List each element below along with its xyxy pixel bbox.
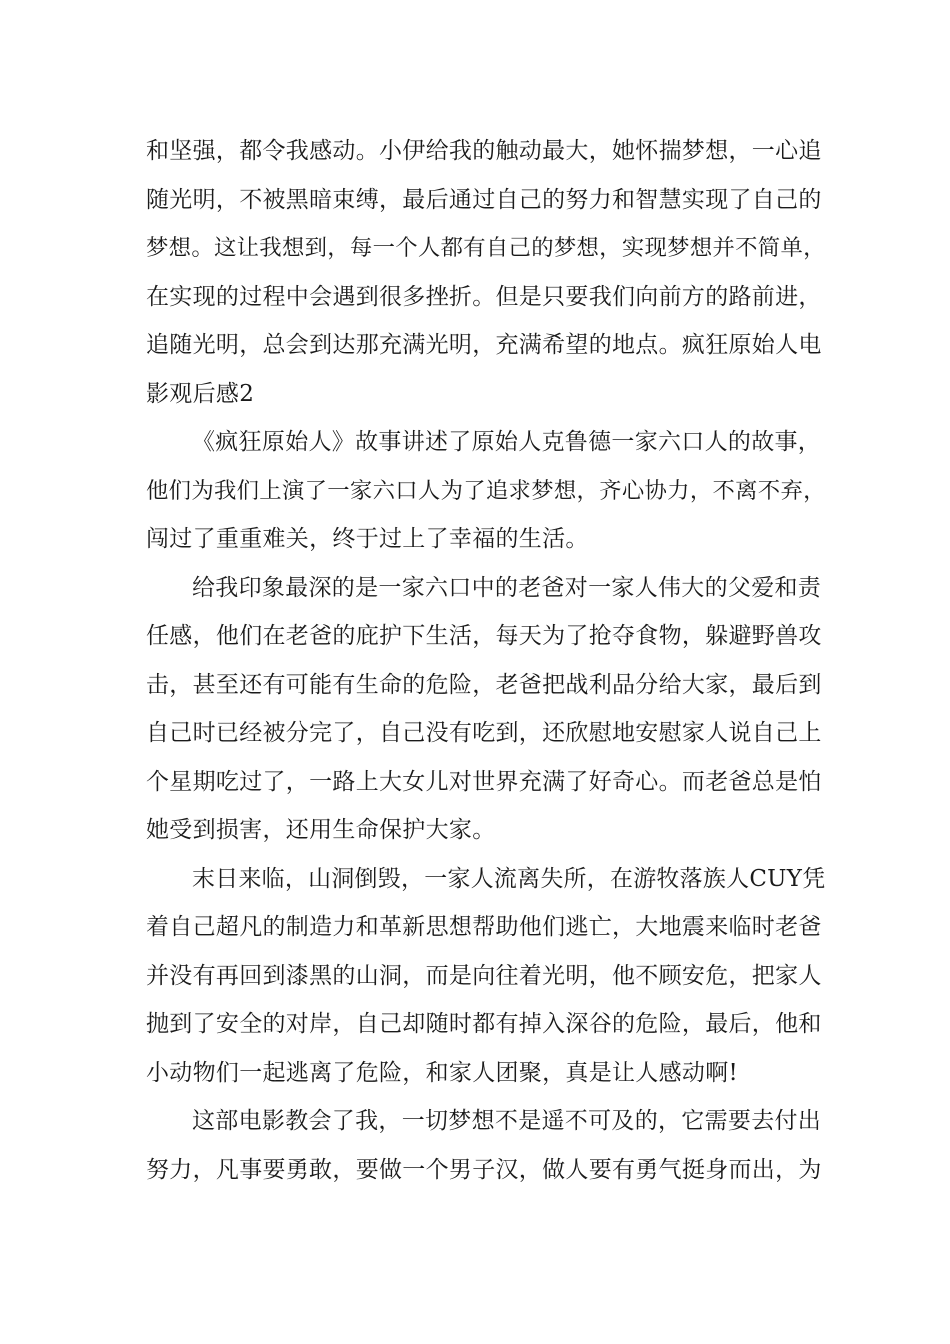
text-line: 给我印象最深的是一家六口中的老爸对一家人伟大的父爱和责 <box>192 574 822 601</box>
text-line: 任感，他们在老爸的庇护下生活，每天为了抢夺食物，躲避野兽攻 <box>146 623 822 649</box>
text-line: 和坚强，都令我感动。小伊给我的触动最大，她怀揣梦想，一心追 <box>146 138 822 164</box>
document-body <box>146 127 826 1194</box>
text-line: 她受到损害，还用生命保护大家。 <box>146 817 496 843</box>
text-line: 闯过了重重难关，终于过上了幸福的生活。 <box>146 526 589 552</box>
text-line: 努力，凡事要勇敢，要做一个男子汉，做人要有勇气挺身而出，为 <box>146 1156 822 1183</box>
text-line: 击，甚至还有可能有生命的危险，老爸把战利品分给大家，最后到 <box>146 671 822 698</box>
text-line: 抛到了安全的对岸，自己却随时都有掉入深谷的危险，最后，他和 <box>146 1011 822 1037</box>
text-line: 末日来临，山洞倒毁，一家人流离失所，在游牧落族人CUY凭 <box>192 865 826 892</box>
text-line: 着自己超凡的制造力和革新思想帮助他们逃亡，大地震来临时老爸 <box>146 914 822 940</box>
text-line: 影观后感2 <box>146 380 255 407</box>
text-line: 这部电影教会了我，一切梦想不是遥不可及的，它需要去付出 <box>192 1108 822 1134</box>
text-line: 梦想。这让我想到，每一个人都有自己的梦想，实现梦想并不简单， <box>146 235 826 261</box>
text-line: 他们为我们上演了一家六口人为了追求梦想，齐心协力，不离不弃， <box>146 477 826 504</box>
text-line: 随光明，不被黑暗束缚，最后通过自己的努力和智慧实现了自己的 <box>146 186 822 213</box>
text-line: 《疯狂原始人》故事讲述了原始人克鲁德一家六口人的故事， <box>192 429 822 455</box>
text-line: 个星期吃过了，一路上大女儿对世界充满了好奇心。而老爸总是怕 <box>146 768 822 795</box>
text-line: 并没有再回到漆黑的山洞，而是向往着光明，他不顾安危，把家人 <box>146 962 822 989</box>
text-line: 小动物们一起逃离了危险，和家人团聚，真是让人感动啊! <box>146 1059 739 1086</box>
text-line: 追随光明，总会到达那充满光明，充满希望的地点。疯狂原始人电 <box>146 332 822 358</box>
text-line: 在实现的过程中会遇到很多挫折。但是只要我们向前方的路前进， <box>146 283 822 310</box>
text-line: 自己时已经被分完了，自己没有吃到，还欣慰地安慰家人说自己上 <box>146 720 822 746</box>
